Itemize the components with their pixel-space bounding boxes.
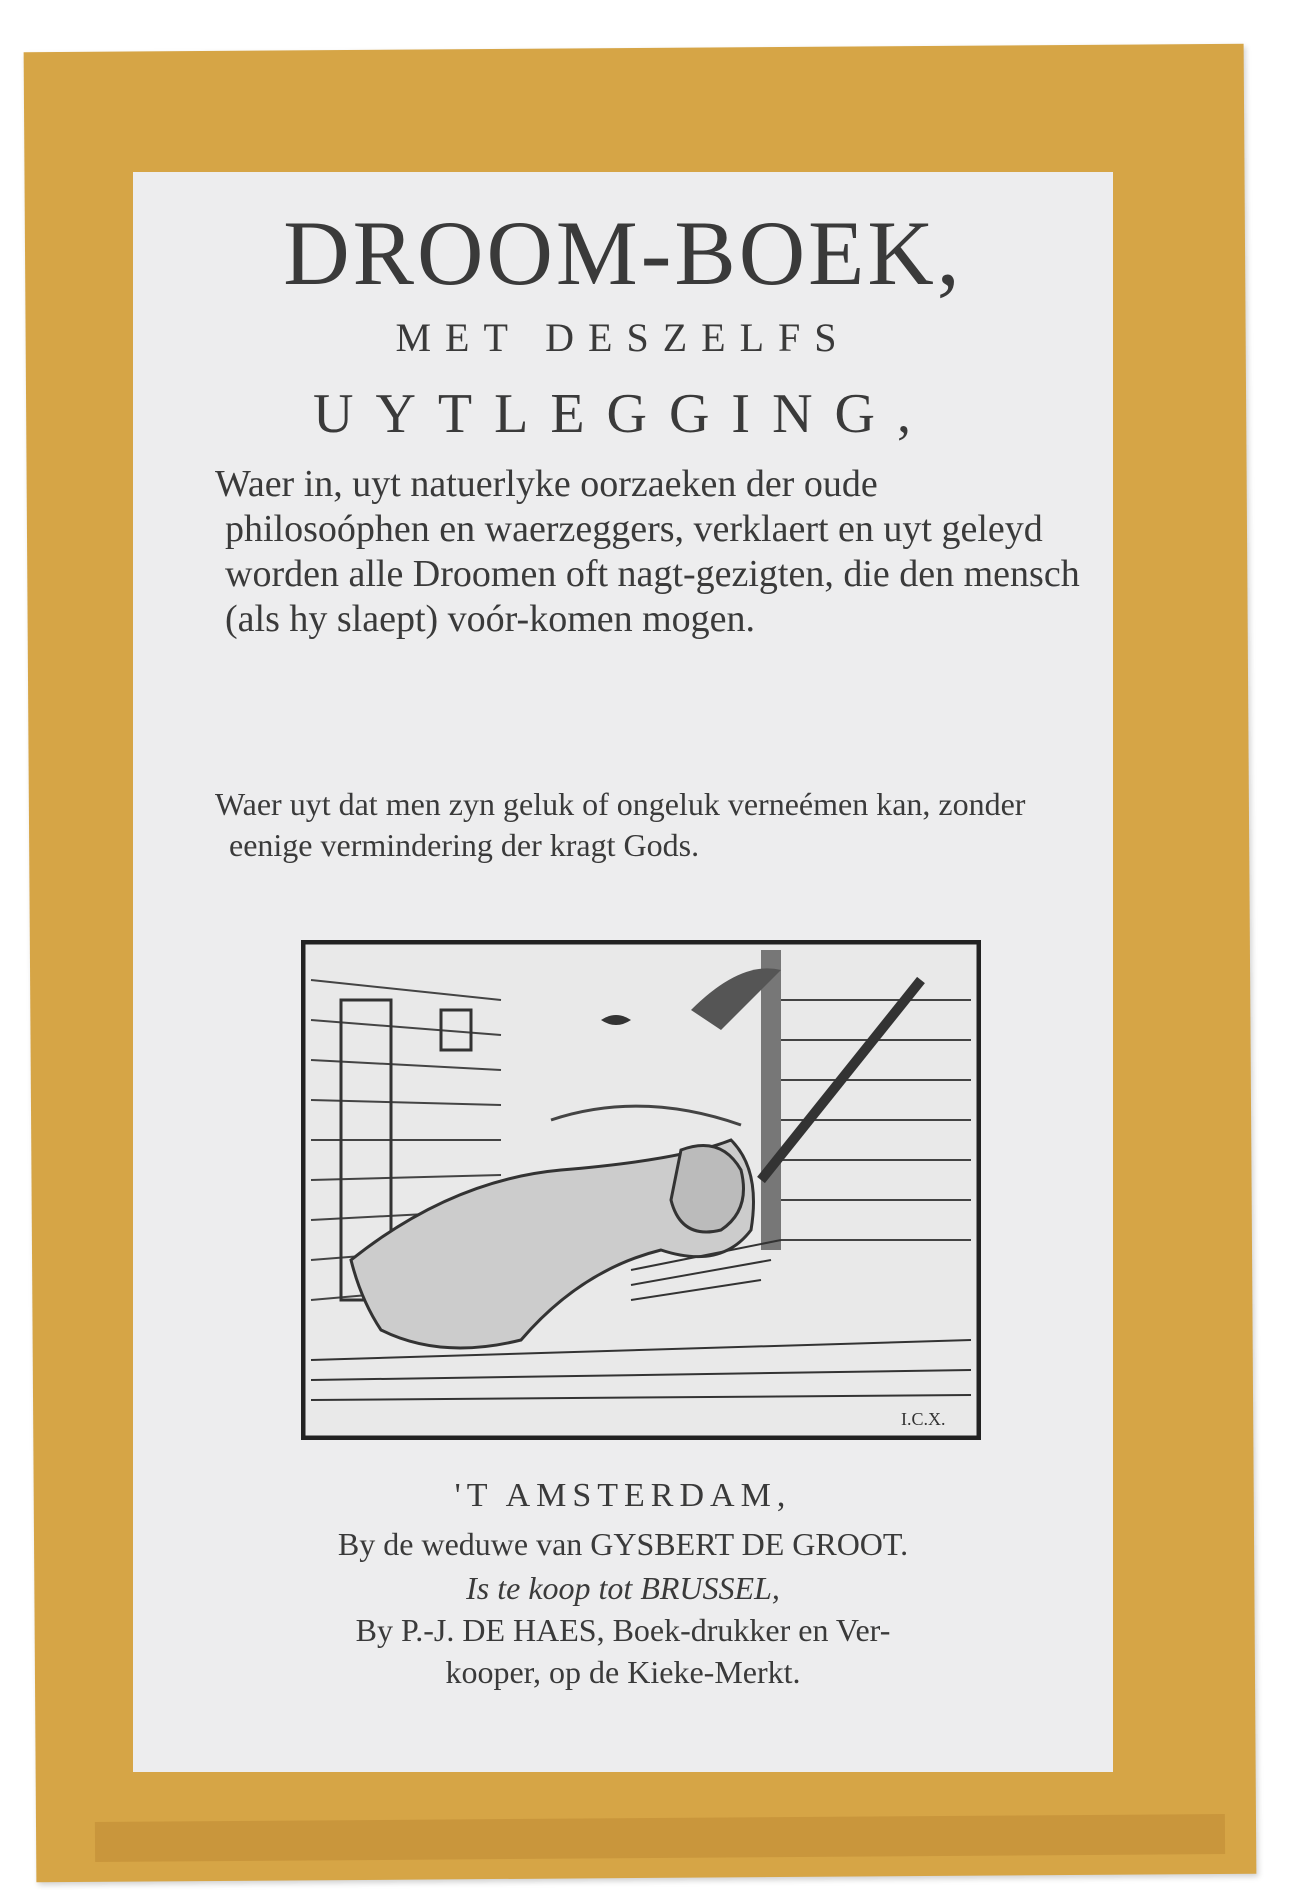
secondary-paragraph: Waer uyt dat men zyn geluk of ongeluk verneémen kan, zonder eenige vermindering der kragt Gods. (215, 786, 1026, 863)
book-subtitle: MET DESZELFS (395, 315, 851, 360)
description-paragraph: Waer in, uyt natuerlyke oorzaeken der oude philosoóphen en waerzeggers, verklaert en uyt geleyd worden alle Droomen oft nagt-gezigten, die den mensch (als hy slaept) voór-komen mogen. (215, 463, 1080, 640)
imprint-publisher: By de weduwe van GYSBERT DE GROOT. (337, 1526, 909, 1562)
imprint-city: 'T AMSTERDAM, (454, 1477, 792, 1514)
imprint-address: kooper, op de Kieke-Merkt. (445, 1654, 801, 1690)
book-title: DROOM-BOEK, (283, 202, 963, 304)
imprint-printer: By P.-J. DE HAES, Boek-drukker en Ver- (355, 1612, 891, 1648)
imprint-sale-location: Is te koop tot BRUSSEL, (466, 1570, 780, 1606)
book-subtitle-2: UYTLEGGING, (313, 383, 933, 445)
woodcut-signature: I.C.X. (901, 1409, 946, 1429)
card-backing-edge (95, 1814, 1225, 1862)
title-page (133, 172, 1113, 1772)
woodcut-illustration (301, 940, 981, 1440)
